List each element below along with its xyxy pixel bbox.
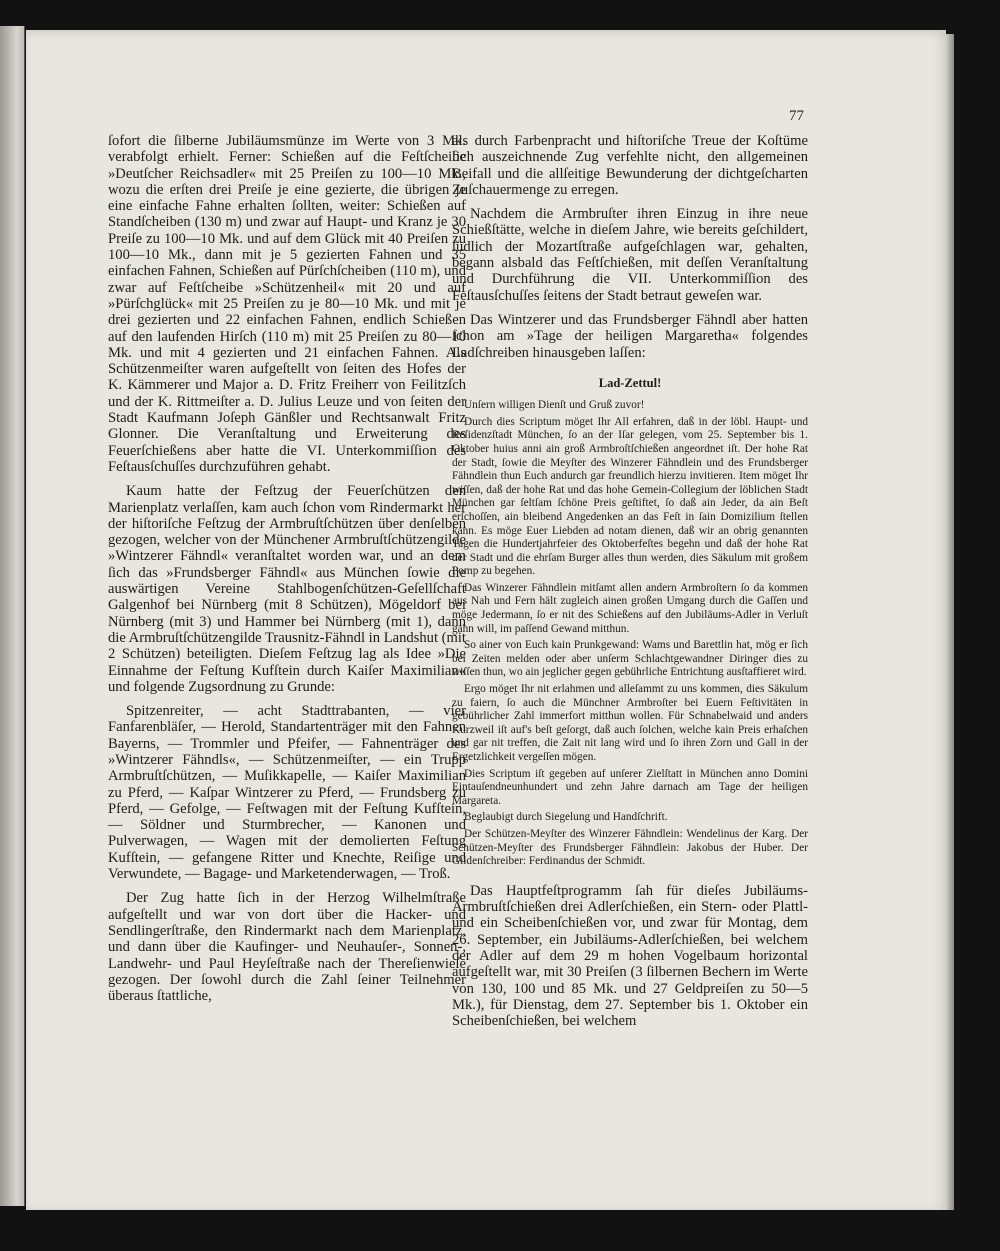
letter-heading: Lad-Zettul! xyxy=(598,375,662,390)
right-paragraph-2: Nachdem die Armbruſter ihren Einzug in ihre neue Schießſtätte, welche in dieſem Jahre, wie bereits geſchildert, ſüdlich der Mozartſtraße aufgeſchlagen war, gehalten, begann alsbald das Feſtſchießen, mit deſſen Veranſtaltung und Durchführung die VII. Unterkommiſſion des Feſtausſchuſſes ſeitens der Stadt betraut geweſen war. xyxy=(452,206,808,304)
letter-paragraph: Dies Scriptum iſt gegeben auf unſerer Zielſtatt in München anno Domini Eintauſendneunhundert und zehn Jahre darnach am Tage der heiligen Margareta. xyxy=(452,767,808,807)
letter-greeting: Unſern willigen Dienſt und Gruß zuvor! xyxy=(464,399,645,412)
left-paragraph-1: ſofort die ſilberne Jubiläumsmünze im Werte von 3 Mk. verabfolgt erhielt. Ferner: Schießen auf die Feſtſcheibe »Deutſcher Reichsadler« mit 25 Preiſen zu 100—10 Mk., wozu die erſten drei Preiſe je eine gezierte, die übrigen je eine einfache Fahne erhalten ſollten, weiter: Schießen auf Standſcheiben (130 m) und zwar auf Haupt- und Kranz je 30 Preiſe zu 100—10 Mk. und auf dem Glück mit 40 Preiſen zu 100—10 Mk., dann mit je 5 gezierten Fahnen und 35 einfachen Fahnen, Schießen auf Pürſchſcheiben (110 m), und zwar auf Feſtſcheibe »Schützenheil« mit 20 und auf »Pürſchglück« mit 25 Preiſen zu je 80—10 Mk. und mit je drei gezierten und 22 einfachen Fahnen, endlich Schießen auf den laufenden Hirſch (110 m) mit 25 Preiſen zu 80—10 Mk. und mit 4 gezierten und 21 einfachen Fahnen. Als Schützenmeiſter waren aufgeſtellt von ſeiten des Hofes der K. Kämmerer und Major a. D. Fritz Freiherr von Feilitzſch und der K. Rittmeiſter a. D. Julius Leuze und von ſeiten der Stadt Kaufmann Joſeph Gänßler und Rechtsanwalt Fritz Glonner. Die Veranſtaltung und Erweiterung des Feuerſchießens aber hatte die VI. Unterkommiſſion des Feſtausſchuſſes durchzuführen gehabt. xyxy=(108,133,466,475)
left-paragraph-4: Der Zug hatte ſich in der Herzog Wilhelmſtraße aufgeſtellt und war von dort über die Hacker- und Sendlingerſtraße, den Rindermarkt nach dem Marienplatz, und dann über die Kaufinger- und Neuhauſer-, Sonnen-, Landwehr- und Paul Heyſeſtraße nach der Thereſienwieſe gezogen. Der ſowohl durch die Zahl ſeiner Teilnehmer überaus ſtattliche, xyxy=(108,890,466,1005)
letter-attestation: Beglaubigt durch Siegelung und Handſchrift. xyxy=(464,811,668,824)
previous-page-edge xyxy=(0,26,25,1206)
right-column xyxy=(452,133,808,1037)
letter-paragraph: Das Winzerer Fähndlein mitſamt allen andern Armbroſtern ſo da kommen aus Nah und Fern hält zugleich ainen großen Umgang durch die Gaſſen und möge Jedermann, ſo er nit des Schießens auf den Jubiläums-Adler in Verluſt gahn will, im paſſend Gewand mitthun. xyxy=(452,581,808,635)
page-shadow-edge xyxy=(946,34,954,1210)
right-paragraph-1: als durch Farbenpracht und hiſtoriſche Treue der Koſtüme ſich auszeichnende Zug verfehlte nicht, den allgemeinen Beifall und die allſeitige Bewunderung der dichtgeſcharten Zuſchauermenge zu erregen. xyxy=(452,133,808,198)
letter-paragraph: Ergo möget Ihr nit erlahmen und alleſammt zu uns kommen, dies Säkulum zu faiern, ſo auch die Münchner Armbroſter bei Euern Feſtivitäten in gebührlicher Zahl immerfort mitthun wollen. Für Schnabelwaid und anders Kurzweil iſt auf's beſt geſorgt, daß auch ſolchen, welche kain Preis erhaſchen und gar nit treffen, die Zait nit lang wird und ſo ihren Zorn und Gall in der Ergetzlichkeit vergeſſen mögen. xyxy=(452,683,808,763)
right-paragraph-final: Das Hauptfeſtprogramm ſah für dieſes Jubiläums-Armbruſtſchießen drei Adlerſchießen, ein Stern- oder Plattl- und ein Scheibenſchießen vor, und zwar für Montag, dem 26. September, ein Jubiläums-Adlerſchießen, bei welchem der Adler auf dem 29 m hohen Vogelbaum horizontal aufgeſtellt war, mit 30 Preiſen (3 ſilbernen Bechern im Werte von 130, 100 und 85 Mk. und 27 Geldpreiſen zu 50—5 Mk.), für Dienstag, dem 27. September bis 1. Oktober ein Scheibenſchießen, bei welchem xyxy=(452,882,808,1030)
left-paragraph-2: Kaum hatte der Feſtzug der Feuerſchützen den Marienplatz verlaſſen, kam auch ſchon vom Rindermarkt her der hiſtoriſche Feſtzug der Armbruſtſchützen über denſelben gezogen, welcher von der Münchener Armbruſtſchützengilde »Wintzerer Fähndl« veranſtaltet worden war, und an dem ſich das »Frundsberger Fähndl« aus München ſowie die auswärtigen Vereine Stahlbogenſchützen-Geſellſchaft Galgenhof bei Nürnberg (mit 8 Schützen), Mögeldorf bei Nürnberg (mit 3) und Hammer bei Nürnberg (mit 1), dann die Armbruſtſchützengilde Trausnitz-Fähndl in Landshut (mit 2 Schützen) beteiligten. Dieſem Feſtzug lag als Idee »Die Einnahme der Feſtung Kufſtein durch Kaiſer Maximilian« und folgende Zugsordnung zu Grunde: xyxy=(108,483,466,695)
letter-paragraph: Durch dies Scriptum möget Ihr All erfahren, daß in der löbl. Haupt- und Reſidenzſtadt München, ſo an der Iſar gelegen, vom 25. September bis 1. Oktober huius anni ain groß Armbroſtſchießen angeordnet iſt. Der hohe Rat der Stadt, ſowie die Meyſter des Winzerer Fähndlein und des Frundsberger Fähndlein thun Euch andurch gar freundlich hierzu invitieren. Item möget Ihr wiſſen, daß der hohe Rat und das hohe Gemein-Collegium der löblichen Stadt München gar ſeltſam ſchöne Preis geſtiftet, ſo daß ain Jeder, da ain Beſt erſchoſſen, ain bleibend Angedenken an das Feſt in ſain Domizilium ſtellen kann. Es möge Euer Liebden ad notam dienen, daß wir an obrig genannten Tagen die Hundertjahrfeier des Oktoberfeſtes begehn und daß der hohe Rat der Stadt und die ehrſam Burger alles thun werden, dies Säkulum mit großem Pomp zu begehen. xyxy=(452,415,808,578)
right-paragraph-3: Das Wintzerer und das Frundsberger Fähndl aber hatten ſchon am »Tage der heiligen Margaretha« folgendes Ladſchreiben hinausgeben laſſen: xyxy=(452,311,808,361)
letter-paragraph: So ainer von Euch kain Prunkgewand: Wams und Barettlin hat, mög er ſich bei Zeiten melden oder aber unſerm Schlachtgewandner Diringer dies zu wiſſen thun, wo ain jeglicher gegen gebührliche Entrichtung ausſtaffieret wird. xyxy=(452,639,808,679)
procession-order: Spitzenreiter, — acht Stadttrabanten, — vier Fanfarenbläſer, — Herold, Standartenträger mit den Fahnen Bayerns, — Trommler und Pfeifer, — Fahnenträger des »Wintzerer Fähndls«, — Schützenmeiſter, — ein Trupp Armbruſtſchützen, — Muſikkapelle, — Kaiſer Maximilian zu Pferd, — Kaſpar Wintzerer zu Pferd, — Frundsberg zu Pferd, — Gefolge, — Feſtwagen mit der Feſtung Kufſtein, — Söldner und Sturmbrecher, — Kanonen und Pulverwagen, — Wagen mit der demolierten Feſtung Kufſtein, — gefangene Ritter und Knechte, Reiſige und Verwundete, — Bagage- und Marketenderwagen, — Troß. xyxy=(108,703,466,883)
letter-signatories: Der Schützen-Meyſter des Winzerer Fähndlein: Wendelinus der Karg. Der Schützen-Meyſter des Frundsberger Fähndlein: Jakobus der Huber. Der Gildenſchreiber: Ferdinandus der Schmidt. xyxy=(452,827,808,868)
left-column xyxy=(108,133,466,1012)
page-number: 77 xyxy=(789,108,804,124)
